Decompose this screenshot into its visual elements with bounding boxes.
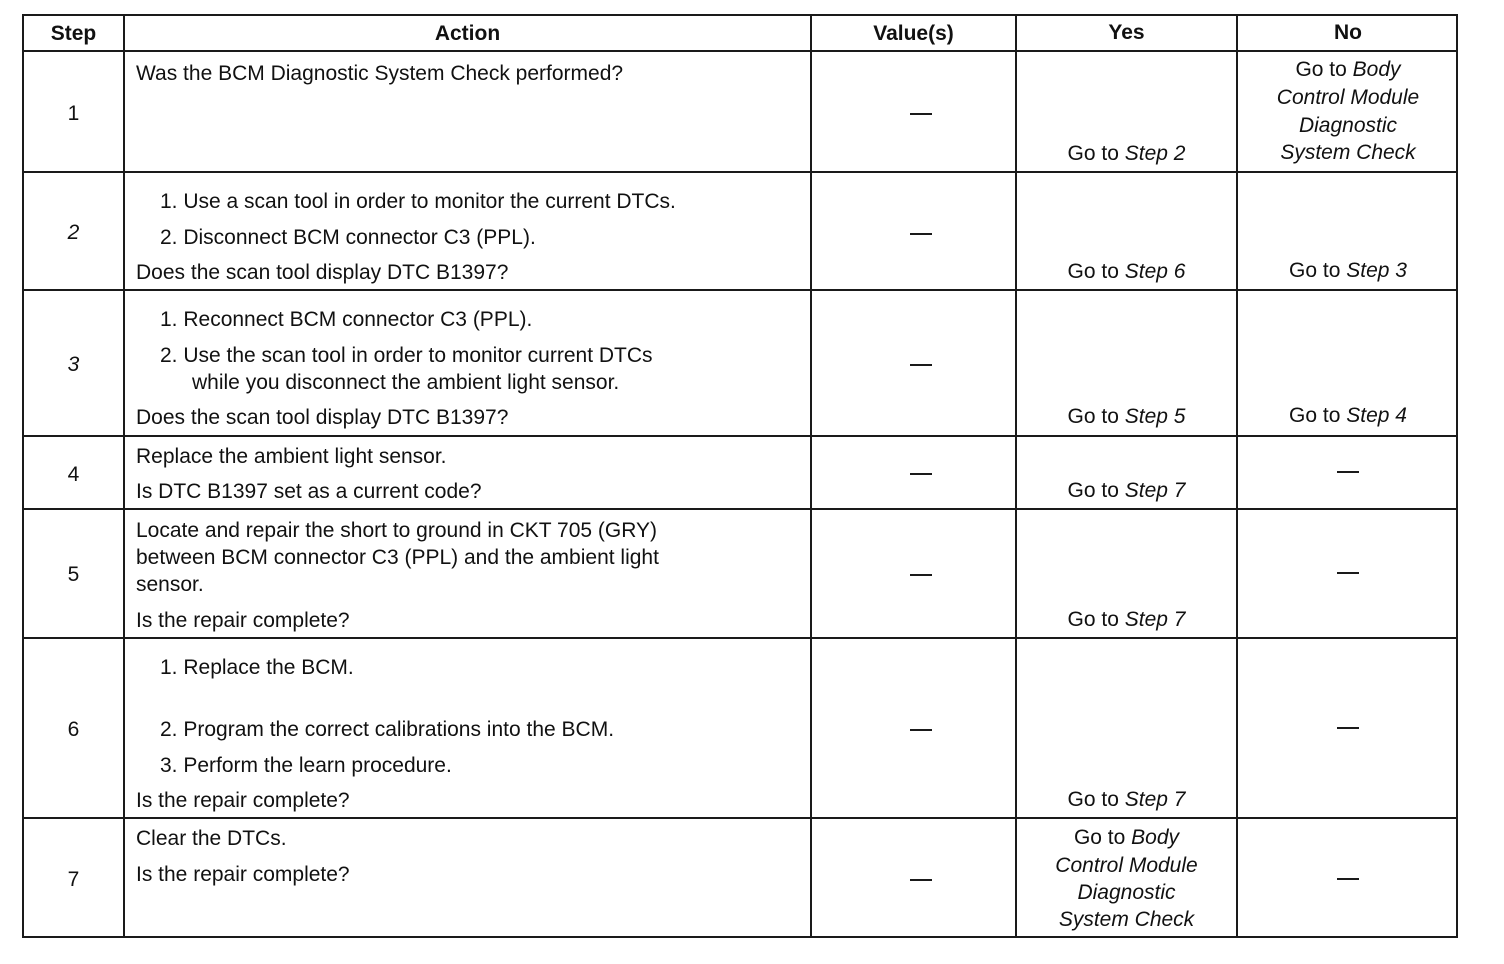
action-item-continuation: while you disconnect the ambient light sensor.: [192, 371, 620, 394]
diagnostic-table: [22, 14, 1458, 938]
header-values: Value(s): [873, 22, 954, 45]
no-dash: [1337, 727, 1359, 729]
action-text: Replace the ambient light sensor.: [136, 445, 447, 468]
header-no: No: [1334, 21, 1362, 44]
step-number: 2: [67, 221, 80, 244]
header-action: Action: [434, 22, 501, 45]
step-number: 3: [67, 353, 80, 376]
column-divider: [123, 16, 125, 936]
action-item: 2. Program the correct calibrations into the BCM.: [160, 718, 615, 741]
yes-cell-line: Diagnostic: [1077, 881, 1176, 904]
action-text-line: Locate and repair the short to ground in CKT 705 (GRY): [136, 519, 658, 542]
no-cell-line: Control Module: [1276, 86, 1420, 109]
action-item: 2. Disconnect BCM connector C3 (PPL).: [160, 226, 536, 249]
value-dash: [910, 364, 932, 366]
row-divider: [24, 289, 1456, 291]
no-dash: [1337, 471, 1359, 473]
action-question: Is DTC B1397 set as a current code?: [136, 480, 482, 503]
step-number: 6: [67, 718, 80, 741]
step-number: 1: [67, 102, 80, 125]
action-text: Clear the DTCs.: [136, 827, 287, 850]
no-cell: Go to Step 4: [1289, 404, 1407, 427]
action-text-line: sensor.: [136, 573, 204, 596]
yes-cell: Go to Step 5: [1067, 405, 1186, 428]
action-question: Is the repair complete?: [136, 863, 350, 886]
row-divider: [24, 171, 1456, 173]
action-question: Was the BCM Diagnostic System Check performed?: [136, 62, 624, 85]
yes-cell: Go to Step 7: [1067, 788, 1186, 811]
row-divider: [24, 50, 1456, 52]
step-number: 5: [67, 563, 80, 586]
no-dash: [1337, 878, 1359, 880]
column-divider: [810, 16, 812, 936]
row-divider: [24, 817, 1456, 819]
step-number: 7: [67, 868, 80, 891]
action-item: 2. Use the scan tool in order to monitor current DTCs: [160, 344, 653, 367]
no-cell: Go to Body: [1295, 58, 1401, 81]
action-question: Does the scan tool display DTC B1397?: [136, 406, 509, 429]
row-divider: [24, 508, 1456, 510]
yes-cell: Go to Step 7: [1067, 479, 1186, 502]
action-question: Is the repair complete?: [136, 789, 350, 812]
yes-cell: Go to Step 2: [1067, 142, 1186, 165]
value-dash: [910, 574, 932, 576]
header-step: Step: [50, 22, 97, 45]
action-text-line: between BCM connector C3 (PPL) and the ambient light: [136, 546, 659, 569]
no-cell-line: System Check: [1280, 141, 1416, 164]
header-yes: Yes: [1108, 21, 1145, 44]
value-dash: [910, 729, 932, 731]
step-number: 4: [67, 463, 80, 486]
value-dash: [910, 113, 932, 115]
value-dash: [910, 473, 932, 475]
action-item: 1. Replace the BCM.: [160, 656, 354, 679]
no-cell: Go to Step 3: [1289, 259, 1407, 282]
row-divider: [24, 637, 1456, 639]
value-dash: [910, 233, 932, 235]
row-divider: [24, 435, 1456, 437]
value-dash: [910, 879, 932, 881]
yes-cell: Go to Body: [1073, 826, 1180, 849]
yes-cell-line: Control Module: [1055, 854, 1198, 877]
action-item: 1. Use a scan tool in order to monitor the current DTCs.: [160, 190, 676, 213]
no-cell-line: Diagnostic: [1298, 114, 1398, 137]
action-item: 3. Perform the learn procedure.: [160, 754, 452, 777]
action-question: Does the scan tool display DTC B1397?: [136, 261, 509, 284]
yes-cell: Go to Step 6: [1067, 260, 1186, 283]
yes-cell-line: System Check: [1058, 908, 1195, 931]
yes-cell: Go to Step 7: [1067, 608, 1186, 631]
action-question: Is the repair complete?: [136, 609, 350, 632]
no-dash: [1337, 572, 1359, 574]
action-item: 1. Reconnect BCM connector C3 (PPL).: [160, 308, 533, 331]
